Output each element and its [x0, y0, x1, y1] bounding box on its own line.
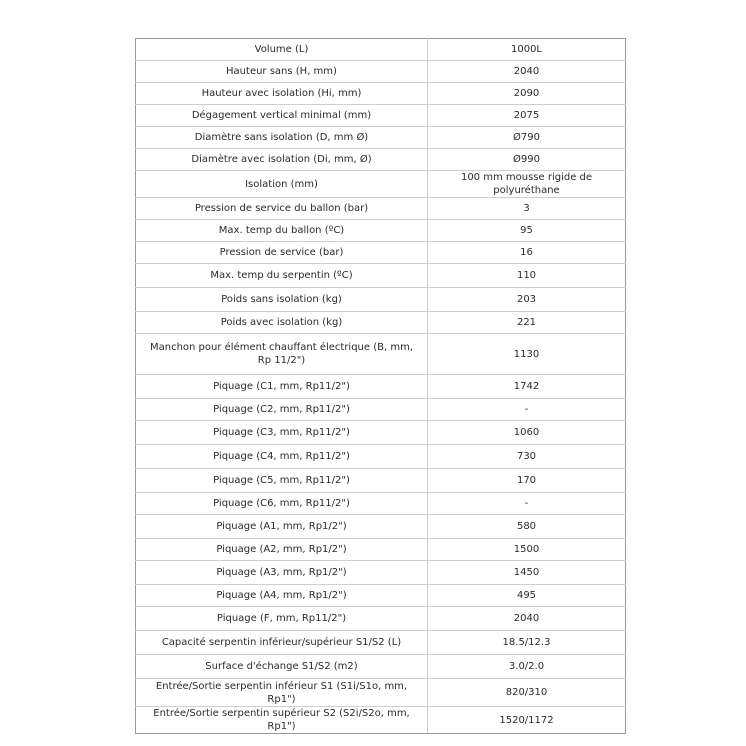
row-value: 495 — [428, 585, 626, 607]
table-row — [136, 445, 626, 469]
table-row — [136, 105, 626, 127]
row-value: - — [428, 399, 626, 421]
row-label: Pression de service du ballon (bar) — [136, 198, 428, 220]
row-value: 820/310 — [428, 679, 626, 707]
table-row — [136, 83, 626, 105]
row-label: Piquage (C5, mm, Rp11/2") — [136, 469, 428, 493]
table-row — [136, 149, 626, 171]
table-row — [136, 493, 626, 515]
row-label: Diamètre sans isolation (D, mm Ø) — [136, 127, 428, 149]
row-label: Dégagement vertical minimal (mm) — [136, 105, 428, 127]
row-label: Piquage (C1, mm, Rp11/2") — [136, 375, 428, 399]
table-row — [136, 607, 626, 631]
row-value: 2090 — [428, 83, 626, 105]
row-label: Volume (L) — [136, 39, 428, 61]
row-label: Entrée/Sortie serpentin inférieur S1 (S1i/S1o, mm, Rp1") — [136, 679, 428, 707]
row-label: Poids avec isolation (kg) — [136, 312, 428, 334]
row-value: - — [428, 493, 626, 515]
row-label: Piquage (C3, mm, Rp11/2") — [136, 421, 428, 445]
row-value: 1500 — [428, 539, 626, 561]
row-value: 95 — [428, 220, 626, 242]
row-value: 1742 — [428, 375, 626, 399]
table-row — [136, 264, 626, 288]
table-row — [136, 469, 626, 493]
table-row — [136, 61, 626, 83]
table-row — [136, 515, 626, 539]
table-row — [136, 707, 626, 734]
row-label: Piquage (C6, mm, Rp11/2") — [136, 493, 428, 515]
spec-table — [135, 38, 626, 734]
row-label: Pression de service (bar) — [136, 242, 428, 264]
table-row — [136, 655, 626, 679]
row-value: 203 — [428, 288, 626, 312]
table-row — [136, 288, 626, 312]
table-row — [136, 399, 626, 421]
row-value: 18.5/12.3 — [428, 631, 626, 655]
table-row — [136, 242, 626, 264]
row-value: 1000L — [428, 39, 626, 61]
row-value: 2040 — [428, 607, 626, 631]
row-label: Hauteur avec isolation (Hi, mm) — [136, 83, 428, 105]
row-value: 1130 — [428, 334, 626, 375]
table-row — [136, 585, 626, 607]
row-label: Piquage (A3, mm, Rp1/2") — [136, 561, 428, 585]
table-row — [136, 375, 626, 399]
row-label: Surface d'échange S1/S2 (m2) — [136, 655, 428, 679]
table-row — [136, 539, 626, 561]
row-value: 100 mm mousse rigide de polyuréthane — [428, 171, 626, 198]
table-row — [136, 312, 626, 334]
table-row — [136, 334, 626, 375]
row-value: 221 — [428, 312, 626, 334]
row-label: Piquage (C4, mm, Rp11/2") — [136, 445, 428, 469]
row-label: Piquage (A2, mm, Rp1/2") — [136, 539, 428, 561]
row-label: Piquage (F, mm, Rp11/2") — [136, 607, 428, 631]
row-label: Isolation (mm) — [136, 171, 428, 198]
row-label: Max. temp du serpentin (ºC) — [136, 264, 428, 288]
row-value: 16 — [428, 242, 626, 264]
row-value: 110 — [428, 264, 626, 288]
row-label: Piquage (A1, mm, Rp1/2") — [136, 515, 428, 539]
row-value: 2075 — [428, 105, 626, 127]
row-value: 730 — [428, 445, 626, 469]
table-row — [136, 198, 626, 220]
row-value: Ø790 — [428, 127, 626, 149]
row-label: Piquage (A4, mm, Rp1/2") — [136, 585, 428, 607]
table-row — [136, 127, 626, 149]
row-value: Ø990 — [428, 149, 626, 171]
table-row — [136, 679, 626, 707]
row-label: Max. temp du ballon (ºC) — [136, 220, 428, 242]
row-value: 2040 — [428, 61, 626, 83]
table-row — [136, 631, 626, 655]
row-value: 3 — [428, 198, 626, 220]
row-label: Hauteur sans (H, mm) — [136, 61, 428, 83]
table-row — [136, 561, 626, 585]
row-label: Entrée/Sortie serpentin supérieur S2 (S2i/S2o, mm, Rp1") — [136, 707, 428, 734]
row-label: Diamètre avec isolation (Di, mm, Ø) — [136, 149, 428, 171]
row-label: Capacité serpentin inférieur/supérieur S1/S2 (L) — [136, 631, 428, 655]
table-row — [136, 39, 626, 61]
row-value: 170 — [428, 469, 626, 493]
row-value: 1450 — [428, 561, 626, 585]
table-row — [136, 171, 626, 198]
table-row — [136, 220, 626, 242]
row-value: 1060 — [428, 421, 626, 445]
row-label: Poids sans isolation (kg) — [136, 288, 428, 312]
row-value: 580 — [428, 515, 626, 539]
row-value: 1520/1172 — [428, 707, 626, 734]
row-label: Piquage (C2, mm, Rp11/2") — [136, 399, 428, 421]
row-label: Manchon pour élément chauffant électrique (B, mm, Rp 11/2") — [136, 334, 428, 375]
table-row — [136, 421, 626, 445]
row-value: 3.0/2.0 — [428, 655, 626, 679]
